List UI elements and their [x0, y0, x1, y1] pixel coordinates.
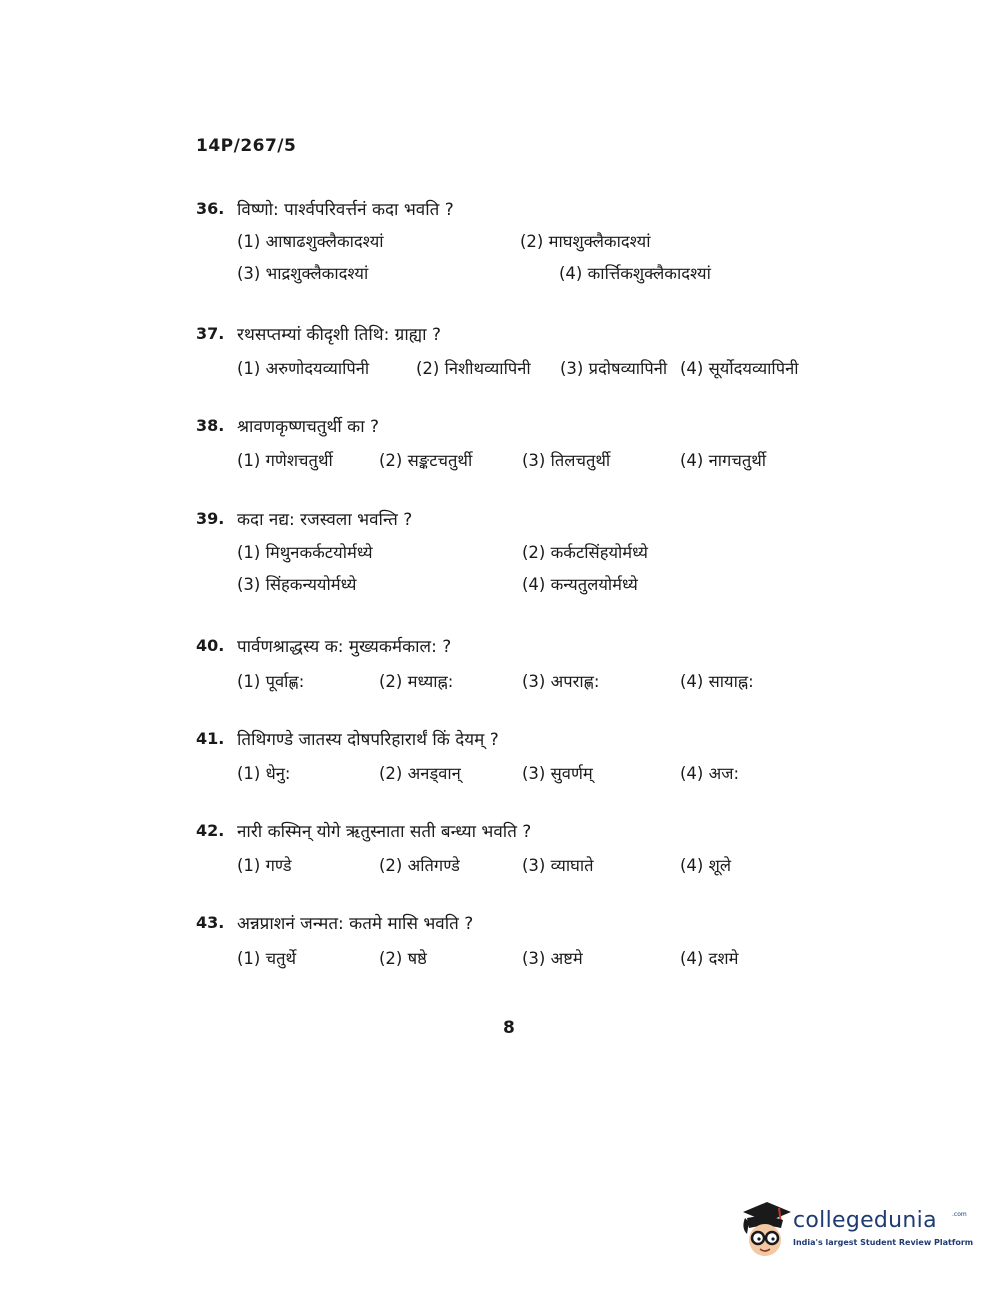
- page-number: 8: [503, 1018, 515, 1038]
- question-number: 41.: [196, 729, 225, 748]
- question-40: [196, 634, 836, 698]
- option-1: (1) मिथुनकर्कटयोर्मध्ये: [237, 543, 373, 562]
- question-43: [196, 911, 836, 975]
- option-1: (1) आषाढशुक्लैकादश्यां: [237, 232, 384, 251]
- paper-code: 14P/267/5: [196, 136, 297, 156]
- question-text: तिथिगण्डे जातस्य दोषपरिहारार्थं किं देयम् ?: [237, 730, 499, 750]
- student-mascot-icon: [735, 1198, 791, 1264]
- option-3: (3) सुवर्णम्: [522, 764, 593, 783]
- option-1: (1) चतुर्थे: [237, 949, 297, 968]
- question-38: [196, 414, 836, 478]
- option-4: (4) शूले: [680, 856, 732, 875]
- question-text: पार्वणश्राद्धस्य क: मुख्यकर्मकाल: ?: [237, 637, 452, 657]
- option-3: (3) सिंहकन्ययोर्मध्ये: [237, 575, 357, 594]
- question-number: 40.: [196, 636, 225, 655]
- option-1: (1) गणेशचतुर्थी: [237, 451, 333, 470]
- option-2: (2) मध्याह्न:: [379, 672, 454, 691]
- question-number: 38.: [196, 416, 225, 435]
- option-2: (2) सङ्कटचतुर्थी: [379, 451, 473, 470]
- question-text: कदा नद्य: रजस्वला भवन्ति ?: [237, 510, 413, 530]
- option-4: (4) अज:: [680, 764, 740, 783]
- brand-tagline: India's largest Student Review Platform: [793, 1238, 974, 1247]
- option-4: (4) कन्यतुलयोर्मध्ये: [522, 575, 638, 594]
- brand-suffix: .com: [952, 1211, 967, 1218]
- option-3: (3) तिलचतुर्थी: [522, 451, 611, 470]
- option-4: (4) नागचतुर्थी: [680, 451, 767, 470]
- question-number: 42.: [196, 821, 225, 840]
- option-3: (3) अपराह्ण:: [522, 672, 600, 691]
- option-1: (1) गण्डे: [237, 856, 292, 875]
- option-1: (1) धेनु:: [237, 764, 291, 783]
- question-39: [196, 507, 836, 603]
- option-2: (2) माघशुक्लैकादश्यां: [520, 232, 651, 251]
- option-4: (4) कार्त्तिकशुक्लैकादश्यां: [559, 264, 711, 283]
- question-36: [196, 197, 836, 293]
- option-4: (4) सायाह्न:: [680, 672, 754, 691]
- option-3: (3) व्याघाते: [522, 856, 594, 875]
- question-37: [196, 322, 836, 386]
- option-3: (3) भाद्रशुक्लैकादश्यां: [237, 264, 369, 283]
- question-text: रथसप्तम्यां कीदृशी तिथि: ग्राह्या ?: [237, 325, 441, 345]
- question-text: श्रावणकृष्णचतुर्थी का ?: [237, 417, 380, 437]
- question-number: 36.: [196, 199, 225, 218]
- question-number: 43.: [196, 913, 225, 932]
- option-1: (1) अरुणोदयव्यापिनी: [237, 359, 370, 378]
- option-2: (2) अतिगण्डे: [379, 856, 460, 875]
- question-text: विष्णो: पार्श्वपरिवर्त्तनं कदा भवति ?: [237, 200, 454, 220]
- option-2: (2) षष्ठे: [379, 949, 427, 968]
- option-3: (3) अष्टमे: [522, 949, 583, 968]
- option-2: (2) कर्कटसिंहयोर्मध्ये: [522, 543, 648, 562]
- question-text: अन्नप्राशनं जन्मत: कतमे मासि भवति ?: [237, 914, 474, 934]
- option-4: (4) सूर्योदयव्यापिनी: [680, 359, 799, 378]
- option-3: (3) प्रदोषव्यापिनी: [560, 359, 668, 378]
- question-42: [196, 819, 836, 883]
- brand-name: collegedunia: [793, 1208, 937, 1233]
- question-41: [196, 727, 836, 791]
- option-4: (4) दशमे: [680, 949, 739, 968]
- collegedunia-watermark: [735, 1198, 974, 1268]
- option-1: (1) पूर्वाह्ण:: [237, 672, 305, 691]
- option-2: (2) अनड्वान्: [379, 764, 461, 783]
- question-number: 39.: [196, 509, 225, 528]
- question-text: नारी कस्मिन् योगे ऋतुस्नाता सती बन्ध्या भवति ?: [237, 822, 532, 842]
- option-2: (2) निशीथव्यापिनी: [416, 359, 531, 378]
- question-number: 37.: [196, 324, 225, 343]
